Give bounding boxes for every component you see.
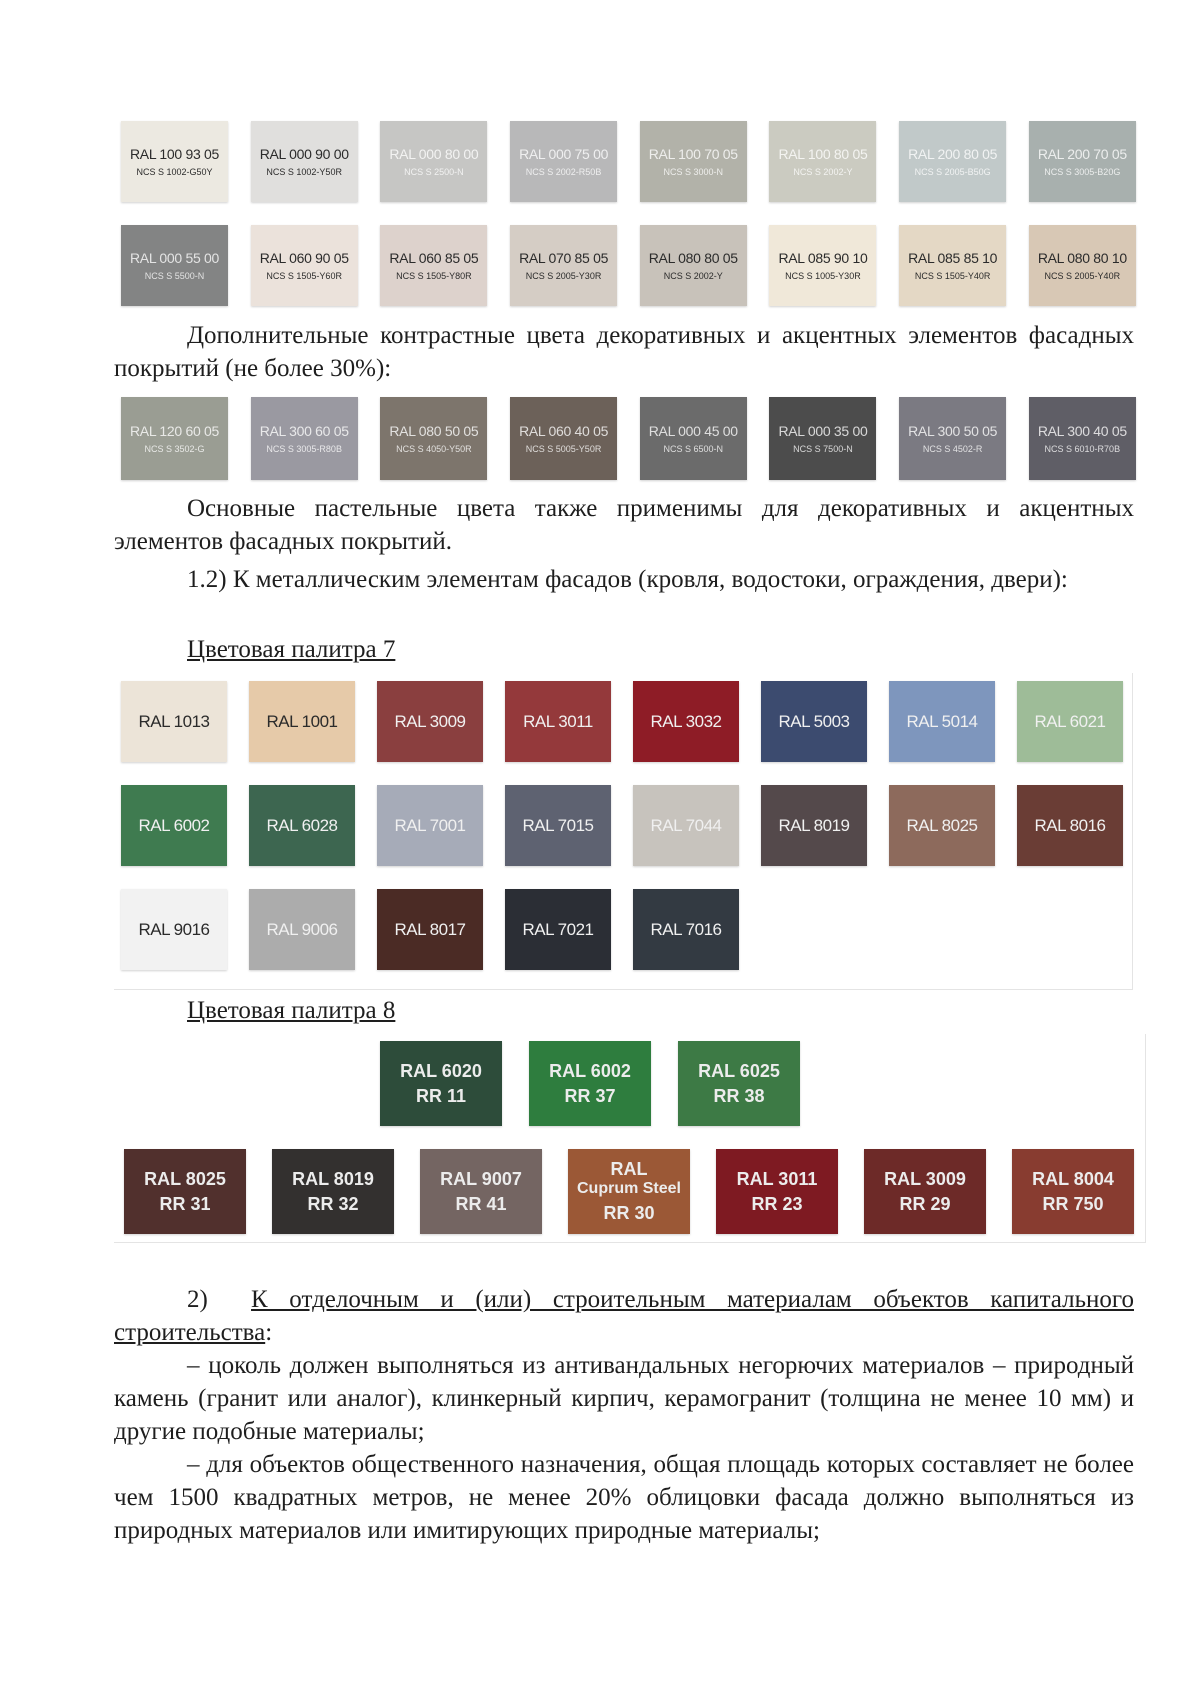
- section-2-colon: :: [265, 1319, 273, 1346]
- palette-7-swatch: [249, 681, 355, 762]
- rr-code: RR 23: [751, 1193, 803, 1214]
- ral-code: RAL 3011: [523, 711, 593, 731]
- palette-7-swatch: [121, 889, 227, 970]
- pastel-swatch: [899, 225, 1006, 306]
- pastel-swatch: [121, 121, 228, 202]
- ral-code: RAL 8016: [1034, 815, 1106, 835]
- ral-code: RAL 200 70 05: [1037, 146, 1127, 162]
- contrast-swatch: [899, 397, 1006, 480]
- ral-code: RAL 7021: [522, 919, 594, 939]
- palette-7-swatch: [505, 681, 611, 762]
- palette-8-swatch: [124, 1149, 246, 1234]
- ral-code: RAL 085 90 10: [778, 250, 868, 266]
- ncs-code: NCS S 7500-N: [793, 444, 853, 454]
- ral-code: RAL 1013: [138, 711, 210, 731]
- ncs-code: NCS S 2005-Y30R: [525, 271, 602, 281]
- ncs-code: NCS S 2002-Y: [793, 167, 853, 177]
- ral-code: RAL 300 50 05: [908, 423, 998, 439]
- ral-code: RAL 8025: [906, 815, 978, 835]
- ncs-code: NCS S 1505-Y80R: [396, 271, 472, 281]
- palette-7-swatch: [1017, 681, 1123, 762]
- ral-code: RAL 5014: [906, 711, 978, 731]
- contrast-swatch: [251, 397, 358, 480]
- ral-code: RAL 300 40 05: [1037, 423, 1127, 439]
- palette-7-swatch: [377, 889, 483, 970]
- palette-8-swatch: [716, 1149, 838, 1234]
- ral-code: RAL 6002: [549, 1060, 631, 1081]
- rr-code: RR 11: [415, 1085, 467, 1106]
- ncs-code: NCS S 6500-N: [663, 444, 724, 454]
- palette-7-swatch: [889, 681, 995, 762]
- ral-code: RAL 000 90 00: [259, 146, 349, 162]
- ral-code: RAL 080 80 05: [648, 250, 738, 266]
- palette-8-swatch: [272, 1149, 394, 1234]
- pastel-swatch: [769, 225, 876, 306]
- ncs-code: NCS S 5500-N: [144, 271, 205, 281]
- ral-code: RAL 6028: [266, 815, 338, 835]
- rr-code: RR 38: [713, 1085, 765, 1106]
- ncs-code: NCS S 5005-Y50R: [525, 444, 602, 454]
- pastel-swatch: [510, 121, 617, 202]
- pastel-swatch: [251, 225, 358, 306]
- ral-code: RAL 6002: [138, 815, 210, 835]
- ral-code: RAL 000 75 00: [519, 146, 609, 162]
- ral-code: RAL 5003: [778, 711, 850, 731]
- metal-elements-paragraph: 1.2) К металлическим элементам фасадов (кровля, водостоки, ограждения, двери):: [187, 566, 1068, 593]
- pastel-swatch: [640, 225, 747, 306]
- contrast-swatch-grid: [121, 397, 1141, 480]
- bullet-plinth-materials: – цоколь должен выполняться из антивандальных негорючих материалов – природный камень (гранит или аналог), клинкерный кирпич, керамогранит (толщина не менее 10 мм) и другие подобные материалы;: [114, 1352, 1134, 1445]
- ral-code: RAL 9007: [440, 1168, 522, 1189]
- ral-code: RAL 100 93 05: [130, 146, 219, 162]
- ral-code: RAL 300 60 05: [259, 423, 349, 439]
- ncs-code: NCS S 2002-R50B: [525, 167, 602, 177]
- ral-code: RAL 000 45 00: [648, 423, 738, 439]
- ncs-code: NCS S 1002-G50Y: [136, 167, 213, 177]
- pastel-swatch: [251, 121, 358, 202]
- ral-code: RAL 120 60 05: [130, 423, 219, 439]
- palette-7-swatch: [889, 785, 995, 866]
- ral-code: RAL 060 40 05: [519, 423, 609, 439]
- ral-code: RAL 8019: [778, 815, 850, 835]
- ral-code: RAL 1001: [266, 711, 338, 731]
- palette-7-swatch: [249, 785, 355, 866]
- palette-7-swatch: [633, 785, 739, 866]
- ral-code: RAL 7044: [650, 815, 722, 835]
- ral-code: RAL 3032: [650, 711, 722, 731]
- palette-7-swatch: [633, 889, 739, 970]
- palette-7-swatch: [1017, 785, 1123, 866]
- ral-code: RAL 8017: [394, 919, 466, 939]
- contrast-swatch: [380, 397, 487, 480]
- ral-code: RAL 3009: [394, 711, 466, 731]
- ncs-code: NCS S 3005-B20G: [1044, 167, 1121, 177]
- palette-7-grid: [121, 681, 1123, 970]
- palette-7-swatch: [633, 681, 739, 762]
- ncs-code: NCS S 4502-R: [922, 444, 983, 454]
- ncs-code: NCS S 2002-Y: [663, 271, 723, 281]
- ral-code: RAL 6025: [698, 1060, 780, 1081]
- ncs-code: NCS S 1005-Y30R: [785, 271, 861, 281]
- ral-code: RAL 3009: [884, 1168, 966, 1189]
- palette-8-swatch: [1012, 1149, 1134, 1234]
- bullet-public-buildings: – для объектов общественного назначения, общая площадь которых составляет не более чем 1500 квадратных метров, не менее 20% облицовки фасада должно выполняться из природных материалов или имитирующих природные материалы;: [114, 1451, 1134, 1544]
- palette-8-swatch: [380, 1041, 502, 1126]
- ral-code: RAL 060 90 05: [259, 250, 349, 266]
- ncs-code: NCS S 1505-Y40R: [914, 271, 991, 281]
- palette-8-title: Цветовая палитра 8: [187, 997, 396, 1024]
- rr-code: RR 30: [603, 1203, 655, 1223]
- pastel-swatch: [510, 225, 617, 306]
- palette-8-top-row: [380, 1041, 800, 1126]
- ral-code: RAL 200 80 05: [908, 146, 998, 162]
- palette-7-swatch: [121, 681, 227, 762]
- rr-code: RR 29: [899, 1193, 951, 1214]
- palette-7-swatch: [121, 785, 227, 866]
- rr-code: RR 41: [455, 1193, 507, 1214]
- ral-code: RAL 6020: [400, 1060, 482, 1081]
- pastel-swatch: [640, 121, 747, 202]
- ncs-code: NCS S 2005-B50G: [914, 167, 991, 177]
- ral-code: RAL 9016: [138, 919, 210, 939]
- rr-code: RR 32: [307, 1193, 359, 1214]
- section-2-title-part2: строительства: [114, 1319, 266, 1346]
- pastel-swatch: [1029, 225, 1136, 306]
- palette-7-swatch: [761, 785, 867, 866]
- ral-code: RAL 100 80 05: [778, 146, 868, 162]
- palette-7-swatch: [761, 681, 867, 762]
- palette-7-swatch: [505, 889, 611, 970]
- ral-code: RAL 100 70 05: [648, 146, 738, 162]
- ral-code: RAL: [610, 1159, 648, 1179]
- ncs-code: NCS S 2005-Y40R: [1044, 271, 1121, 281]
- palette-8-swatch: [568, 1149, 690, 1234]
- ral-code: RAL 7015: [522, 815, 594, 835]
- pastel-note-paragraph: Основные пастельные цвета также применимы для декоративных и акцентных элементов фасадных покрытий.: [114, 495, 1134, 555]
- ral-code: RAL 3011: [736, 1168, 818, 1189]
- ral-code: RAL 8019: [292, 1168, 374, 1189]
- ncs-code: NCS S 1002-Y50R: [266, 167, 342, 177]
- rr-code: RR 31: [159, 1193, 211, 1214]
- ral-code: RAL 080 80 10: [1037, 250, 1127, 266]
- palette-7-title: Цветовая палитра 7: [187, 636, 396, 663]
- ncs-code: NCS S 4050-Y50R: [396, 444, 472, 454]
- palette-8-swatch: [529, 1041, 651, 1126]
- contrast-swatch: [121, 397, 228, 480]
- ncs-code: NCS S 3005-R80B: [266, 444, 342, 454]
- palette-8-swatch: [678, 1041, 800, 1126]
- ral-code: RAL 7016: [650, 919, 722, 939]
- section-2-title-part1: К отделочным и (или) строительным материалам объектов капитального: [251, 1286, 1134, 1313]
- palette-7-swatch: [377, 681, 483, 762]
- section-2-heading: [114, 1283, 1134, 1349]
- ral-code: RAL 085 85 10: [908, 250, 998, 266]
- ncs-code: NCS S 1505-Y60R: [266, 271, 342, 281]
- section-2-number: 2): [187, 1286, 208, 1313]
- pastel-swatch: [769, 121, 876, 202]
- ral-code: RAL 9006: [266, 919, 338, 939]
- ral-code: RAL 8025: [144, 1168, 226, 1189]
- ral-code: RAL 8004: [1032, 1168, 1114, 1189]
- ncs-code: NCS S 3502-G: [144, 444, 205, 454]
- contrast-colors-paragraph: Дополнительные контрастные цвета декоративных и акцентных элементов фасадных покрытий (не более 30%):: [114, 322, 1134, 382]
- ral-code: RAL 060 85 05: [389, 250, 479, 266]
- pastel-swatch: [899, 121, 1006, 202]
- palette-8-swatch: [864, 1149, 986, 1234]
- palette-7-swatch: [377, 785, 483, 866]
- cuprum-steel-label: Cuprum Steel: [576, 1180, 681, 1197]
- palette-8-swatch: [420, 1149, 542, 1234]
- pastel-swatch: [1029, 121, 1136, 202]
- ncs-code: NCS S 2500-N: [404, 167, 464, 177]
- pastel-swatch: [380, 121, 487, 202]
- ral-code: RAL 080 50 05: [389, 423, 479, 439]
- pastel-swatch-grid: [121, 121, 1141, 306]
- rr-code: RR 37: [564, 1085, 616, 1106]
- ncs-code: NCS S 6010-R70B: [1044, 444, 1121, 454]
- contrast-swatch: [640, 397, 747, 480]
- pastel-swatch: [380, 225, 487, 306]
- contrast-swatch: [769, 397, 876, 480]
- rr-code: RR 750: [1042, 1193, 1104, 1214]
- contrast-swatch: [1029, 397, 1136, 480]
- ncs-code: NCS S 3000-N: [663, 167, 724, 177]
- ral-code: RAL 7001: [394, 815, 466, 835]
- ral-code: RAL 6021: [1034, 711, 1106, 731]
- palette-7-swatch: [505, 785, 611, 866]
- ral-code: RAL 000 80 00: [389, 146, 479, 162]
- ral-code: RAL 070 85 05: [519, 250, 609, 266]
- contrast-swatch: [510, 397, 617, 480]
- pastel-swatch: [121, 225, 228, 306]
- ral-code: RAL 000 35 00: [778, 423, 868, 439]
- ral-code: RAL 000 55 00: [130, 250, 219, 266]
- palette-7-swatch: [249, 889, 355, 970]
- palette-8-bottom-row: [124, 1149, 1134, 1234]
